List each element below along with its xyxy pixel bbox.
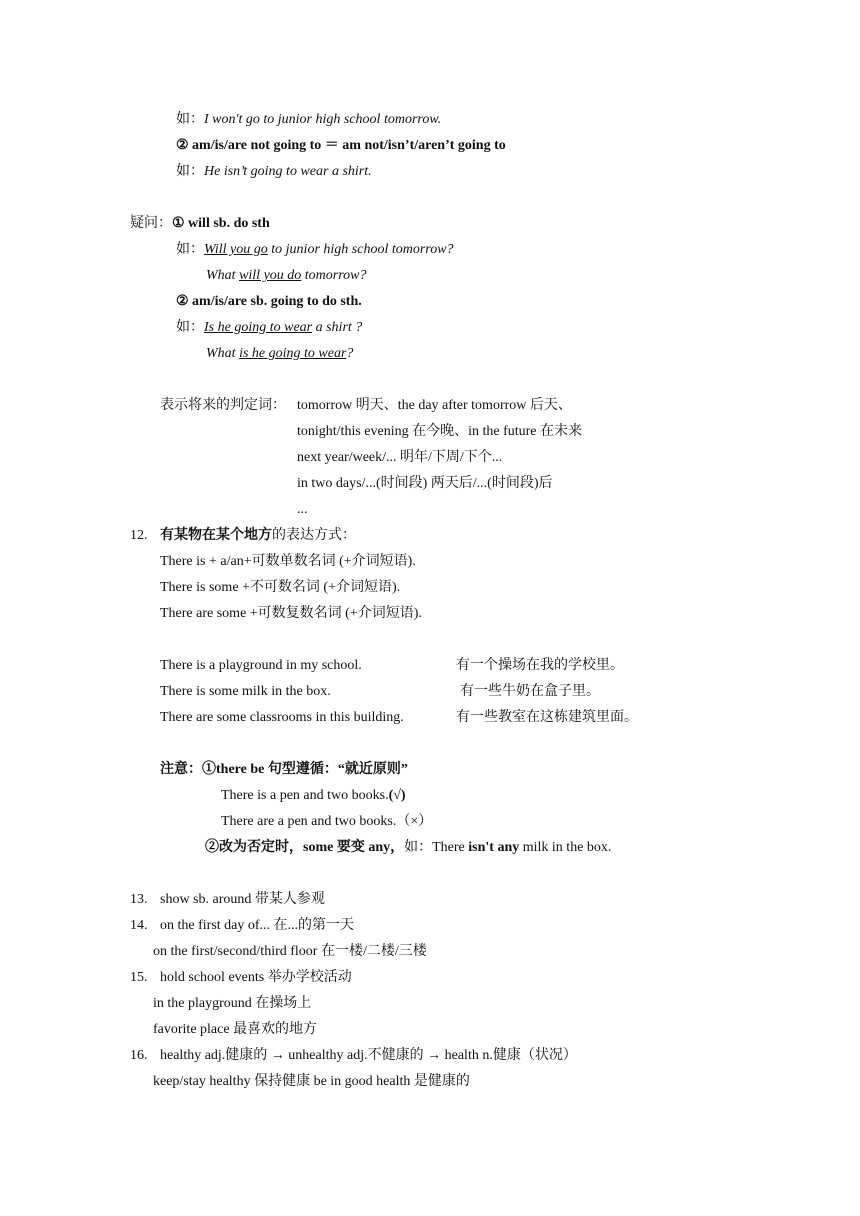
note-2-bold-phrase: isn't any xyxy=(468,840,520,855)
example-rest: a shirt ? xyxy=(312,320,363,335)
time-marker-line: ... xyxy=(297,502,308,517)
example-rest: ? xyxy=(346,346,354,361)
example-rest: tomorrow? xyxy=(301,268,367,283)
example-prefix: 如： xyxy=(176,242,204,257)
title-bold: 有某物在某个地方 xyxy=(160,528,272,543)
item-16-text: healthy adj.健康的 → unhealthy adj.不健康的 → health n.健康（状况） xyxy=(160,1048,577,1063)
pattern-line: There are some +可数复数名词 (+介词短语). xyxy=(160,606,422,621)
underlined-phrase: Is he going to wear xyxy=(204,320,313,335)
item-14-number: 14. xyxy=(130,918,148,933)
item-14-sub: on the first/second/third floor 在一楼/二楼/三楼 xyxy=(153,944,427,959)
example-prefix: 如： xyxy=(176,320,204,335)
note-2-bold: ②改为否定时，some 要变 any， xyxy=(205,840,405,855)
question-label: 疑问： xyxy=(130,216,172,231)
item-15-sub: in the playground 在操场上 xyxy=(153,996,312,1011)
example-en: There are some classrooms in this building. xyxy=(160,710,404,725)
time-marker-line: tomorrow 明天、the day after tomorrow 后天、 xyxy=(297,398,572,413)
item-13-number: 13. xyxy=(130,892,148,907)
note-title: 注意：①there be 句型遵循：“就近原则” xyxy=(160,762,408,777)
pattern-line: There is some +不可数名词 (+介词短语). xyxy=(160,580,401,595)
question-rule-2: ② am/is/are sb. going to do sth. xyxy=(176,294,362,309)
question-rule-1: ① will sb. do sth xyxy=(172,216,270,231)
note-example-1 xyxy=(221,787,406,805)
example-prefix: 如： xyxy=(176,112,204,127)
item-15-text: hold school events 举办学校活动 xyxy=(160,970,352,985)
item-12-title xyxy=(160,527,356,545)
example-sentence: He isn’t going to wear a shirt. xyxy=(204,164,372,179)
note-2 xyxy=(205,839,611,857)
item-16-number: 16. xyxy=(130,1048,148,1063)
item-15-sub: favorite place 最喜欢的地方 xyxy=(153,1022,318,1037)
example-zh: 有一个操场在我的学校里。 xyxy=(456,658,624,673)
note-2-mid: 如：There xyxy=(404,840,469,855)
negative-example-1 xyxy=(176,111,441,129)
example-prefix: 如： xyxy=(176,164,204,179)
item-15-number: 15. xyxy=(130,970,148,985)
note-sentence: There is a pen and two books. xyxy=(221,788,389,803)
example-zh: 有一些教室在这栋建筑里面。 xyxy=(456,710,638,725)
example-zh: 有一些牛奶在盒子里。 xyxy=(460,684,600,699)
question-example-1 xyxy=(176,241,454,259)
negative-rule-2: ② am/is/are not going to ＝ am not/isn’t/aren’t going to xyxy=(176,138,506,153)
note-2-end: milk in the box. xyxy=(519,840,612,855)
example-pre: What xyxy=(206,268,240,283)
check-mark: (√) xyxy=(388,788,406,803)
note-example-2: There are a pen and two books.（×） xyxy=(221,814,433,829)
example-sentence: I won't go to junior high school tomorrow. xyxy=(204,112,442,127)
item-16-sub: keep/stay healthy 保持健康 be in good health 是健康的 xyxy=(153,1074,470,1089)
example-pre: What xyxy=(206,346,240,361)
example-en: There is a playground in my school. xyxy=(160,658,362,673)
time-markers-label: 表示将来的判定词： xyxy=(160,398,286,413)
example-en: There is some milk in the box. xyxy=(160,684,331,699)
underlined-phrase: is he going to wear xyxy=(239,346,347,361)
time-marker-line: next year/week/... 明年/下周/下个... xyxy=(297,450,503,465)
title-rest: 的表达方式： xyxy=(272,528,356,543)
negative-example-2 xyxy=(176,163,372,181)
example-rest: to junior high school tomorrow? xyxy=(267,242,454,257)
time-marker-line: in two days/...(时间段) 两天后/...(时间段)后 xyxy=(297,476,553,491)
item-13-text: show sb. around 带某人参观 xyxy=(160,892,325,907)
question-example-3 xyxy=(176,319,362,337)
item-14-text: on the first day of... 在...的第一天 xyxy=(160,918,355,933)
item-12-number: 12. xyxy=(130,528,148,543)
question-example-2 xyxy=(206,267,367,285)
pattern-line: There is + a/an+可数单数名词 (+介词短语). xyxy=(160,554,416,569)
underlined-phrase: will you do xyxy=(239,268,302,283)
underlined-phrase: Will you go xyxy=(204,242,268,257)
question-example-4 xyxy=(206,345,353,363)
question-rule-1-line xyxy=(130,215,270,233)
time-marker-line: tonight/this evening 在今晚、in the future 在未来 xyxy=(297,424,583,439)
